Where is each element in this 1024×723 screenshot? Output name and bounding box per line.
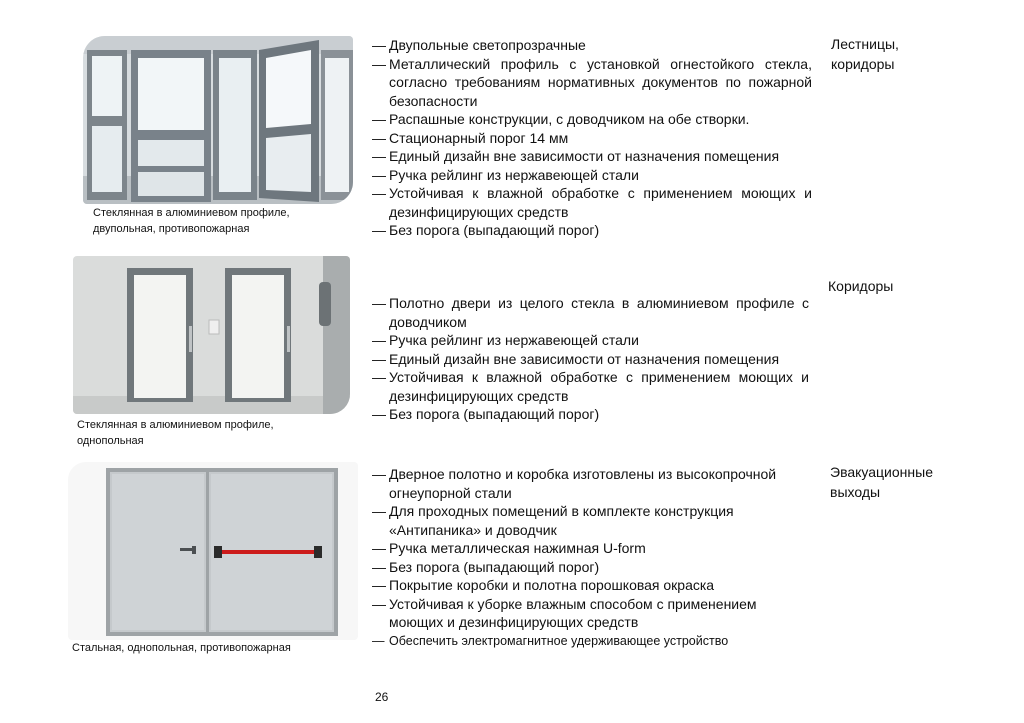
tag-line: Эвакуационные xyxy=(830,464,933,480)
list-item: — Двупольные светопрозрачные xyxy=(372,37,586,53)
list-item: — Обеспечить электромагнитное удерживающее устройство xyxy=(372,633,729,648)
list-item: — Распашные конструкции, с доводчиком на обе створки. xyxy=(372,111,750,127)
list-item: — Без порога (выпадающий порог) xyxy=(372,558,600,575)
usage-tag-2 xyxy=(828,276,893,296)
list-item: — Полотно двери из целого стекла в алюминиевом профиле с доводчиком xyxy=(372,295,809,330)
feature-list-3 xyxy=(372,465,812,650)
caption-1 xyxy=(93,205,290,237)
steel-door-illustration xyxy=(68,462,358,640)
list-item: — Покрытие коробки и полотна порошковая окраска xyxy=(372,577,715,593)
caption-line: Стальная, однопольная, противопожарная xyxy=(72,642,291,654)
photo-glass-single-door xyxy=(73,256,350,414)
list-item: — Для проходных помещений в комплекте конструкция «Антипаника» и доводчик xyxy=(372,503,734,538)
list-item: — Устойчивая к уборке влажным способом с применением моющих и дезинфицирующих средств xyxy=(372,595,757,630)
caption-line: Стеклянная в алюминиевом профиле, xyxy=(77,419,274,431)
list-item: — Ручка рейлинг из нержавеющей стали xyxy=(372,332,639,348)
photo-steel-door xyxy=(68,462,358,640)
feature-list-1 xyxy=(372,36,812,240)
caption-line: двупольная, противопожарная xyxy=(93,223,250,235)
caption-line: Стеклянная в алюминиевом профиле, xyxy=(93,207,290,219)
caption-3 xyxy=(72,640,291,656)
list-item: — Единый дизайн вне зависимости от назначения помещения xyxy=(372,350,780,367)
tag-line: Коридоры xyxy=(828,278,894,294)
list-item: — Ручка металлическая нажимная U-form xyxy=(372,540,646,556)
list-item: — Дверное полотно и коробка изготовлены из высокопрочной огнеупорной стали xyxy=(372,466,777,501)
list-item: — Устойчивая к влажной обработке с применением моющих и дезинфицирующих средств xyxy=(372,185,812,220)
page-number: 26 xyxy=(375,690,389,704)
list-item: — Ручка рейлинг из нержавеющей стали xyxy=(372,166,639,183)
feature-list-2 xyxy=(372,294,809,424)
list-item: — Без порога (выпадающий порог) xyxy=(372,222,600,238)
usage-tag-1 xyxy=(831,34,899,74)
caption-2 xyxy=(77,417,274,449)
glass-single-door-illustration xyxy=(73,256,350,414)
list-item: — Стационарный порог 14 мм xyxy=(372,129,569,146)
list-item: — Единый дизайн вне зависимости от назначения помещения xyxy=(372,148,780,164)
caption-line: однопольная xyxy=(77,435,144,447)
usage-tag-3 xyxy=(830,462,933,502)
list-item: — Без порога (выпадающий порог) xyxy=(372,406,600,422)
list-item: — Металлический профиль с установкой огнестойкого стекла, согласно требованиям нормативных документов по пожарной безопасности xyxy=(372,55,812,109)
tag-line: коридоры xyxy=(831,56,895,72)
photo-glass-double-door xyxy=(83,36,353,204)
tag-line: Лестницы, xyxy=(831,36,899,52)
list-item: — Устойчивая к влажной обработке с применением моющих и дезинфицирующих средств xyxy=(372,369,809,404)
glass-double-door-illustration xyxy=(83,36,353,204)
tag-line: выходы xyxy=(830,484,881,500)
